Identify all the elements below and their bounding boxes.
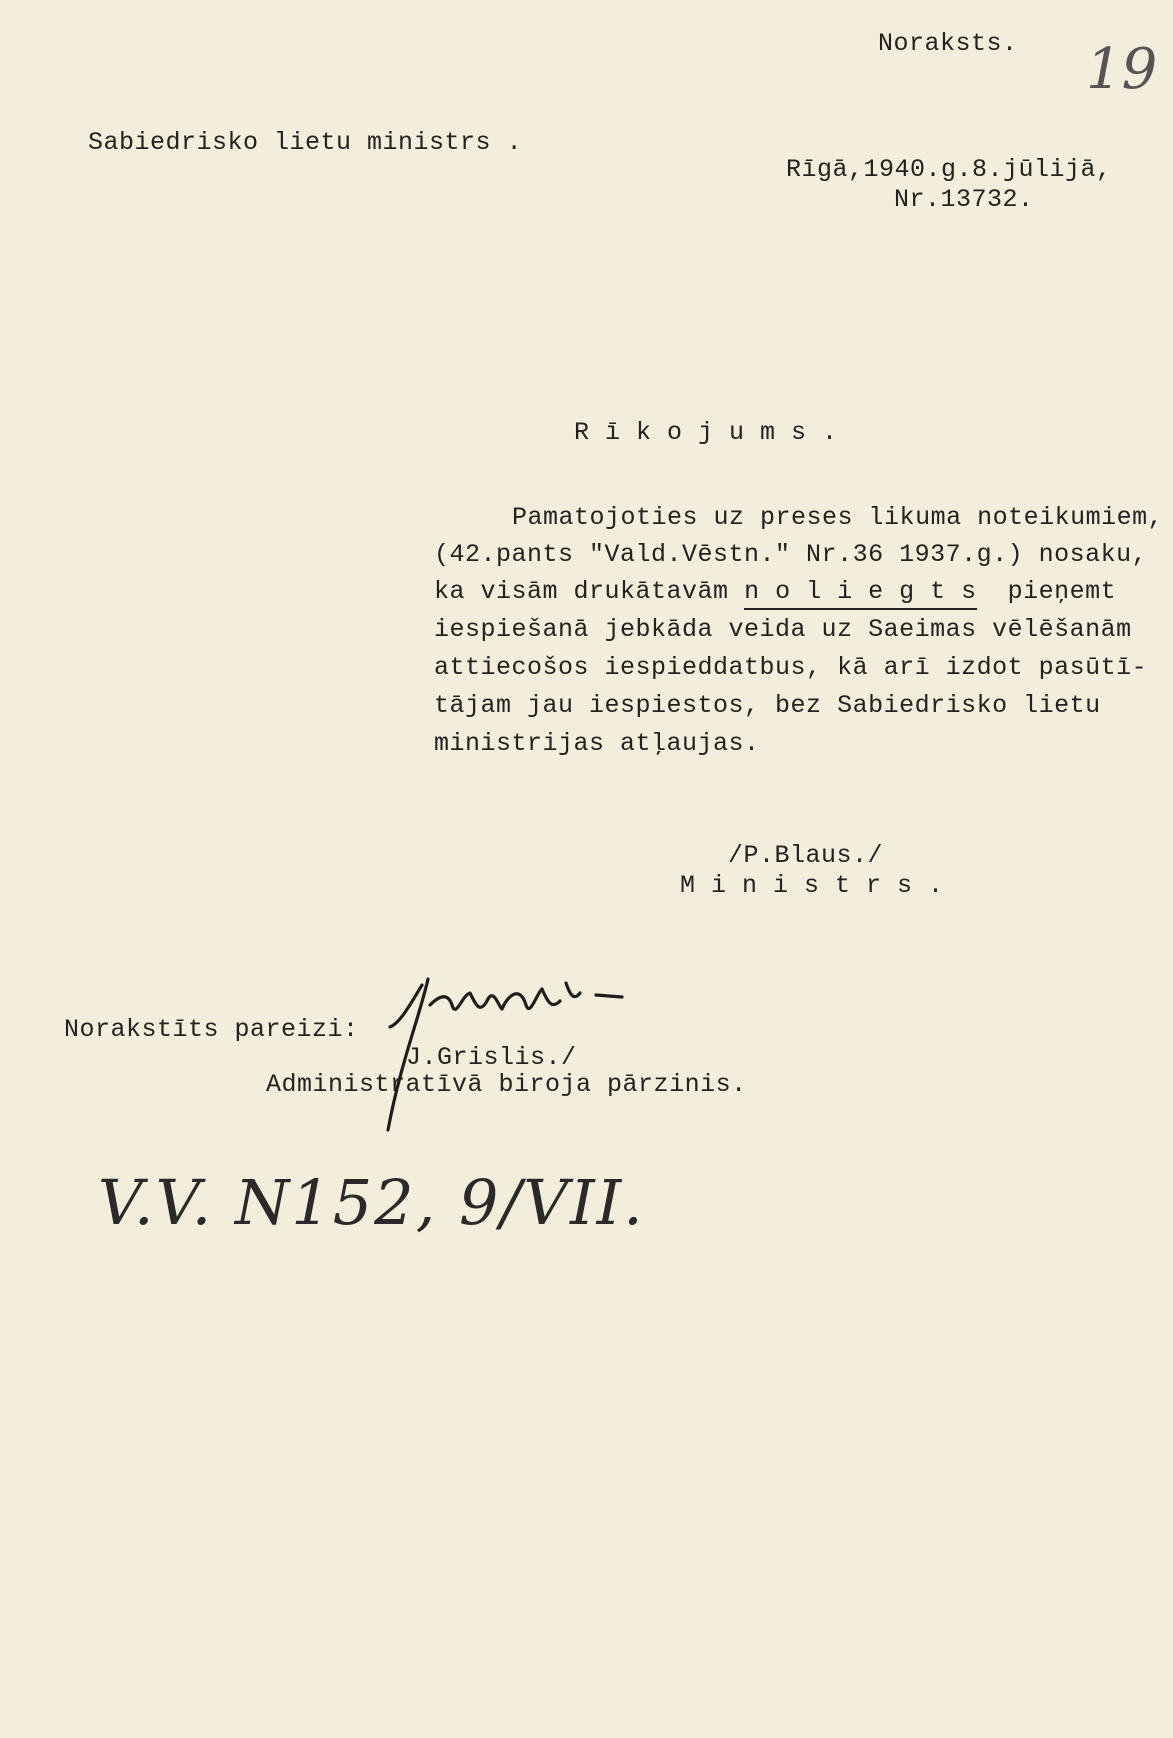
document-number: Nr.13732. (894, 185, 1034, 214)
body-line-3-start: ka visām drukātavām (434, 577, 745, 606)
folio-number: 19 (1086, 37, 1158, 102)
place-date: Rīgā,1940.g.8.jūlijā, (786, 155, 1112, 184)
body-line-3 (434, 574, 1116, 610)
body-line-2: (42.pants "Vald.Vēstn." Nr.36 1937.g.) nosaku, (434, 540, 1148, 569)
body-line-6: tājam jau iespiestos, bez Sabiedrisko lietu (434, 691, 1101, 720)
body-line-4: iespiešanā jebkāda veida uz Saeimas vēlēšanām (434, 615, 1132, 644)
document-title: R ī k o j u m s . (574, 418, 838, 447)
body-line-7: ministrijas atļaujas. (434, 729, 760, 758)
body-line-5: attiecošos iespieddatbus, kā arī izdot pasūtī- (434, 653, 1148, 682)
body-line-1: Pamatojoties uz preses likuma noteikumiem, (512, 503, 1164, 532)
emphasized-prohibited: n o l i e g t s (744, 577, 977, 610)
signatory-title: M i n i s t r s . (680, 871, 944, 900)
certifier-name: J.Grislis./ (406, 1043, 577, 1072)
issuer-heading: Sabiedrisko lietu ministrs . (88, 128, 523, 157)
signatory-name: /P.Blaus./ (728, 841, 884, 870)
certifier-position: Administratīvā biroja pārzinis. (266, 1070, 747, 1099)
body-line-3-end: pieņemt (976, 577, 1117, 606)
handwritten-signature (370, 975, 670, 1135)
handwritten-note: V.V. N152, 9/VII. (98, 1166, 645, 1239)
certification-label: Norakstīts pareizi: (64, 1015, 359, 1044)
copy-mark: Noraksts. (878, 29, 1018, 58)
